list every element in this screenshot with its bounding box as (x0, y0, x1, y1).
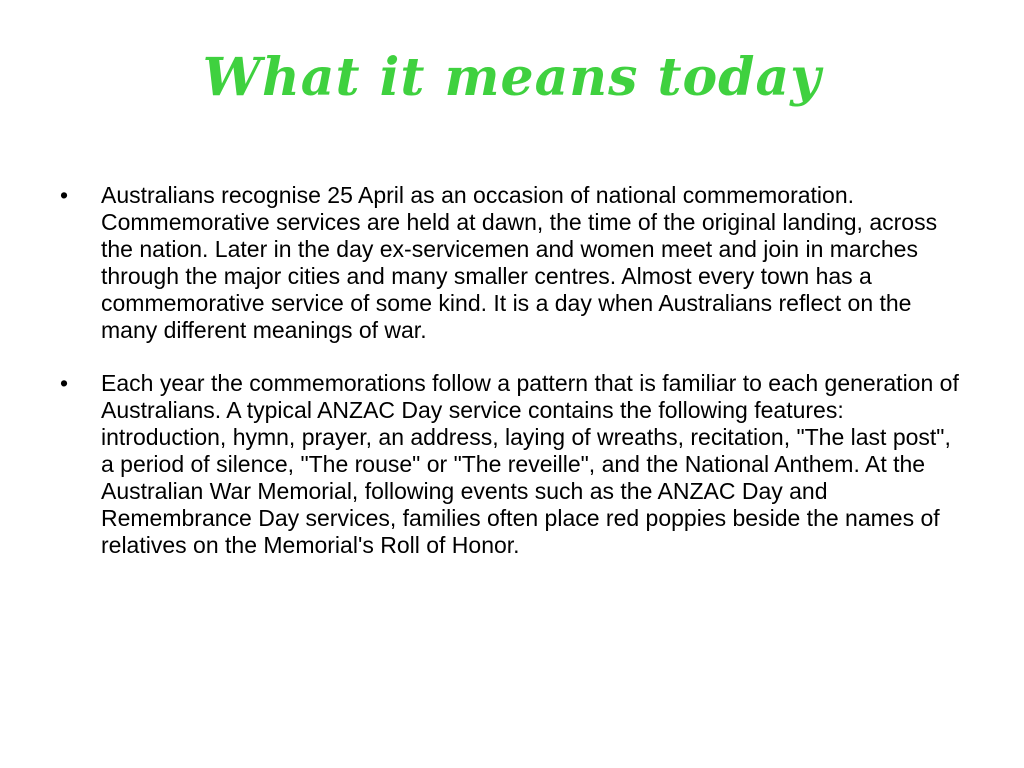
bullet-point-icon: • (60, 370, 69, 396)
bullet-item (60, 182, 970, 344)
slide-title: What it means today (202, 47, 822, 108)
bullet-item (60, 370, 970, 559)
bullet-point-icon: • (60, 182, 69, 208)
bullet-list (60, 182, 970, 585)
bullet-text: Each year the commemorations follow a pattern that is familiar to each generation of Australians. A typical ANZAC Day service contains the following features: introduction, hymn, prayer, an address, laying of wreaths, recitation, "The last post", a period of silence, "The rouse" or "The reveille", and the National Anthem. At the Australian War Memorial, following events such as the ANZAC Day and Remembrance Day services, families often place red poppies beside the names of relatives on the Memorial's Roll of Honor. (101, 370, 959, 558)
bullet-text: Australians recognise 25 April as an occasion of national commemoration. Commemorative services are held at dawn, the time of the original landing, across the nation. Later in the day ex-servicemen and women meet and join in marches through the major cities and many smaller centres. Almost every town has a commemorative service of some kind. It is a day when Australians reflect on the many different meanings of war. (101, 182, 938, 343)
